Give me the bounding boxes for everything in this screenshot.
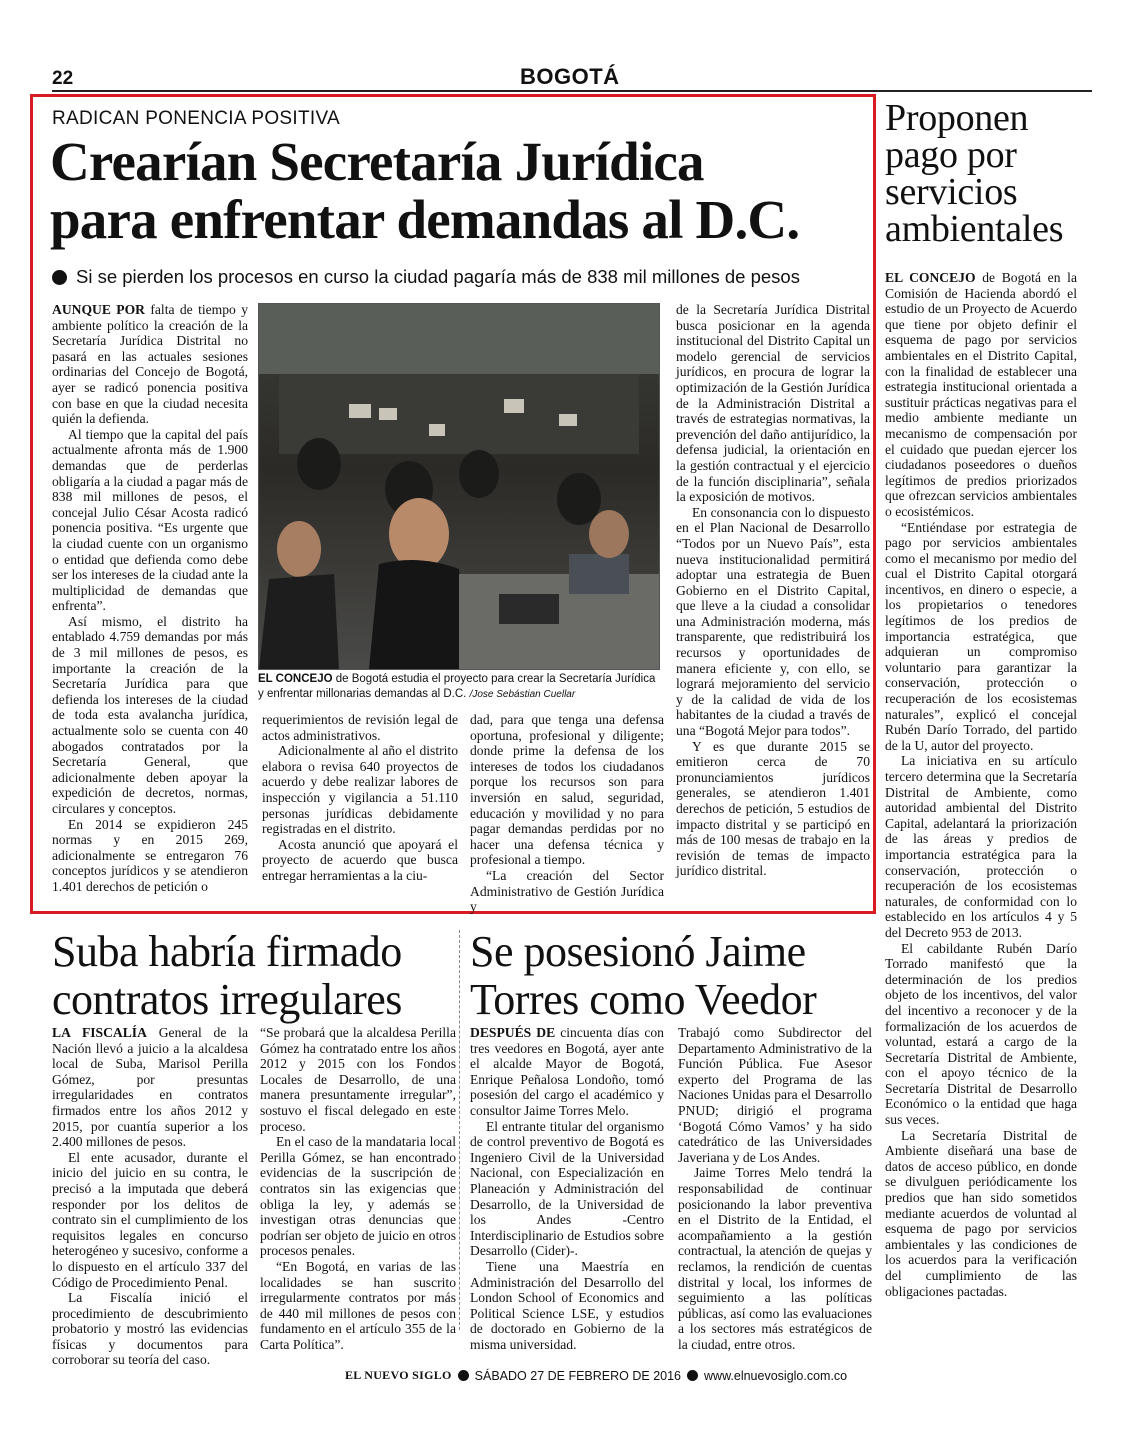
- paragraph: Al tiempo que la capital del país actualmente afronta más de 1.900 demandas que de perderlas obligaría a la ciudad a pagar más de 838 mil millones de pesos, el concejal Julio César Acosta radicó ponencia positiva. “Es urgente que la ciudad cuente con un organismo o entidad que defienda como debe ser los intereses de la ciudad ante la multiplicidad de demandas que enfrenta”.: [52, 426, 248, 614]
- photo-caption: [258, 672, 662, 702]
- bullet-icon: [687, 1370, 698, 1381]
- lead-in: LA FISCALÍA: [52, 1025, 147, 1040]
- paragraph: Tiene una Maestría en Administración del Desarrollo del London School of Economics and Political Science LSE, y estudios de doctorado en Gobierno de la misma universidad.: [470, 1258, 664, 1352]
- caption-text: de Bogotá estudia el proyecto para crear la Secretaría Jurídica y enfrentar millonarias demandas al D.C.: [258, 673, 656, 700]
- article-column-4: [676, 302, 870, 879]
- suba-headline: Suba habría firmado contratos irregulares: [52, 927, 402, 1024]
- paragraph: El ente acusador, durante el inicio del juicio en su contra, le precisó a la imputada que deberá responder por los delitos de contrato sin el cumplimiento de los requisitos legales en concurso heterogéneo y sucesivo, conforme a lo dispuesto en el artículo 337 del Código de Procedimiento Penal.: [52, 1149, 248, 1290]
- council-session-photo: [259, 304, 659, 669]
- paragraph: La iniciativa en su artículo tercero determina que la Secretaría Distrital de Ambiente, como autoridad ambiental del Distrito Capital, adelantará la priorización de las áreas y predios de importancia estratégica para la conservación, protección o recuperación de los ecosistemas naturales, de conformidad con lo establecido en los artículos 4 y 5 del Decreto 953 de 2013.: [885, 753, 1077, 940]
- suba-column-1: [52, 1025, 248, 1368]
- caption-lead: EL CONCEJO: [258, 673, 333, 685]
- sidebar-headline: Proponen pago por servicios ambientales: [885, 97, 1064, 250]
- lead-in: EL CONCEJO: [885, 270, 976, 285]
- paragraph: En el caso de la mandataria local Perilla Gómez, se han encontrado evidencias de la suscripción de contratos sin las exigencias que obliga la ley, y además se investigan otras denuncias que podrían ser objeto de juicio en otros procesos penales.: [260, 1134, 456, 1259]
- newspaper-brand: EL NUEVO SIGLO: [345, 1368, 452, 1382]
- paragraph: dad, para que tenga una defensa oportuna, profesional y diligente; donde prime la defensa de los intereses de todos los ciudadanos porque los recursos son para inversión en salud, seguridad, educación y movilidad y no para pagar demandas perdidas por no hacer una defensa técnica y profesional a tiempo.: [470, 712, 664, 868]
- paragraph: requerimientos de revisión legal de actos administrativos.: [262, 712, 458, 743]
- article-kicker: RADICAN PONENCIA POSITIVA: [52, 108, 340, 129]
- headline-line-2: para enfrentar demandas al D.C.: [50, 189, 800, 250]
- sidebar-column: [885, 270, 1077, 1299]
- veedor-column-2: [678, 1025, 872, 1352]
- article-headline: [50, 133, 870, 249]
- page-footer: [345, 1368, 847, 1383]
- bullet-icon: [458, 1370, 469, 1381]
- column-divider: [459, 930, 460, 1330]
- paragraph: Acosta anunció que apoyará el proyecto de acuerdo que busca entregar herramientas a la ciu-: [262, 836, 458, 883]
- paragraph: En 2014 se expidieron 245 normas y en 2015 269, adicionalmente se entregaron 76 conceptos jurídicos y se atendieron 1.401 derechos de petición o: [52, 816, 248, 894]
- lead-in: DESPUÉS DE: [470, 1025, 556, 1040]
- paragraph: En consonancia con lo dispuesto en el Plan Nacional de Desarrollo “Todos por un Nuevo País”, esta nueva institucionalidad permitirá adoptar una estrategia de Buen Gobierno en el Distrito Capital, que lleve a la ciudad a consolidar una Administración moderna, más transparente, que redistribuirá los recursos y oportunidades de manera eficiente y, con ello, se logrará mejoramiento del servicio y de la calidad de vida de los habitantes de la ciudad a través de una “Bogotá Mejor para todos”.: [676, 504, 870, 739]
- page-number: 22: [52, 68, 74, 89]
- paragraph: General de la Nación llevó a juicio a la alcaldesa local de Suba, Marisol Perilla Gómez, por presuntas irregularidades en contratos firmados entre los años 2012 y 2015, por cuantía superior a los 2.400 millones de pesos.: [52, 1025, 248, 1150]
- paragraph: La Fiscalía inició el procedimiento de descubrimiento probatorio y mostró las evidencias físicas y documentos para corroborar su teoría del caso.: [52, 1290, 248, 1368]
- suba-column-2: [260, 1025, 456, 1352]
- website-url[interactable]: www.elnuevosiglo.com.co: [704, 1368, 848, 1383]
- veedor-column-1: [470, 1025, 664, 1352]
- paragraph: cincuenta días con tres veedores en Bogotá, ayer ante el alcalde Mayor de Bogotá, Enrique Peñalosa Londoño, tomó posesión del cargo el académico y consultor Jaime Torres Melo.: [470, 1025, 664, 1118]
- deck-text: Si se pierden los procesos en curso la ciudad pagaría más de 838 mil millones de pesos: [76, 266, 800, 287]
- veedor-headline: Se posesionó Jaime Torres como Veedor: [470, 927, 817, 1024]
- paragraph: falta de tiempo y ambiente político la creación de la Secretaría Jurídica Distrital no pasará en las actuales sesiones ordinarias del Concejo de Bogotá, ayer se radicó ponencia positiva con base en que la ciudad necesita quién la defienda.: [52, 302, 248, 427]
- paragraph: Adicionalmente al año el distrito elabora o revisa 640 proyectos de acuerdo y debe realizar labores de inspección y vigilancia a 51.110 personas jurídicas debidamente registradas en el distrito.: [262, 743, 458, 837]
- article-column-1: [52, 302, 248, 895]
- issue-date: SÁBADO 27 DE FEBRERO DE 2016: [474, 1368, 682, 1383]
- paragraph: Trabajó como Subdirector del Departamento Administrativo de la Función Pública. Fue Asesor experto del Programa de las Naciones Unidas para el Desarrollo PNUD; dirigió el programa ‘Bogotá Cómo Vamos’ y ha sido catedrático de las Universidades Javeriana y de Los Andes.: [678, 1025, 872, 1165]
- paragraph: “Entiéndase por estrategia de pago por servicios ambientales como el mecanismo por medio del cual el Distrito Capital otorgará incentivos, en dinero o especie, a los propietarios o tenedores legítimos de los predios de importancia estratégica, que adquieran un compromiso voluntario para garantizar la conservación, protección o recuperación de los ecosistemas naturales”, explicó el concejal Rubén Darío Torrado, del partido de la U, autor del proyecto.: [885, 519, 1077, 753]
- article-photo: [258, 303, 660, 670]
- paragraph: Así mismo, el distrito ha entablado 4.759 demandas por más de 3 mil millones de pesos, es importante la creación de la Secretaría Jurídica para que defienda los intereses de la ciudad de toda esta avalancha jurídica, actualmente solo se cuenta con 40 abogados contratados por la Secretaría General, que adicionalmente deben apoyar la expedición de decretos, normas, circulares y conceptos.: [52, 613, 248, 816]
- lead-in: AUNQUE POR: [52, 302, 145, 317]
- paragraph: “En Bogotá, en varias de las localidades se han suscrito irregularmente contratos por más de 440 mil millones de pesos con fundamento en el artículo 355 de la Carta Política”.: [260, 1258, 456, 1352]
- article-deck: [52, 266, 800, 288]
- photo-credit: /Jose Sebástian Cuellar: [469, 689, 576, 700]
- bullet-icon: [52, 270, 67, 285]
- paragraph: La Secretaría Distrital de Ambiente diseñará una base de datos de acceso público, en donde se divulguen periódicamente los predios que han sido sometidos mediante acuerdos de voluntad al esquema de pago por servicios ambientales y las condiciones de los acuerdos para la verificación del cumplimiento de las obligaciones pactadas.: [885, 1127, 1077, 1299]
- paragraph: de Bogotá en la Comisión de Hacienda abordó el estudio de un Proyecto de Acuerdo que tiene por objeto definir el esquema de pago por servicios ambientales en el Distrito Capital, con la finalidad de establecer una estrategia institucional orientada a sustituir prácticas negativas para el medio ambiente mediante un mecanismo de compensación por el cuidado que puedan ejercer los ciudadanos poseedores o dueños legítimos de predios priorizados que ofrezcan servicios ambientales o ecosistémicos.: [885, 270, 1077, 519]
- article-column-3: [470, 712, 664, 915]
- article-column-2: [262, 712, 458, 884]
- paragraph: Y es que durante 2015 se emitieron cerca de 70 pronunciamientos jurídicos generales, se atendieron 1.401 derechos de petición, 5 estudios de impacto distrital y se participó en más de 100 mesas de trabajo en la revisión de temas de impacto jurídico distrital.: [676, 738, 870, 879]
- headline-line-1: Crearían Secretaría Jurídica: [50, 131, 704, 192]
- paragraph: El entrante titular del organismo de control preventivo de Bogotá es Ingeniero Civil de la Universidad Nacional, con Especialización en Planeación y Administración del Desarrollo, de la Universidad de los Andes -Centro Interdisciplinario de Estudios sobre Desarrollo (Cider)-.: [470, 1118, 664, 1259]
- paragraph: “La creación del Sector Administrativo de Gestión Jurídica y: [470, 867, 664, 915]
- paragraph: de la Secretaría Jurídica Distrital busca posicionar en la agenda institucional del Distrito Capital un modelo gerencial de servicios jurídicos, en procura de lograr la optimización de la Gestión Jurídica de la Administración Distrital a través de estrategias normativas, la prevención del daño antijurídico, la defensa judicial, la orientación en la gestión contractual y el ejercicio de la función disciplinaria”, señala la exposición de motivos.: [676, 302, 870, 505]
- paragraph: Jaime Torres Melo tendrá la responsabilidad de continuar posicionando la labor preventiva en el Distrito de la Entidad, el acompañamiento a la gestión contractual, la atención de quejas y reclamos, la rendición de cuentas distrital y local, los informes de seguimiento a las políticas públicas, así como las evaluaciones a los sectores más estratégicos de la ciudad, entre otros.: [678, 1165, 872, 1352]
- header-rule: [52, 90, 1092, 92]
- section-title: BOGOTÁ: [520, 64, 620, 89]
- paragraph: “Se probará que la alcaldesa Perilla Gómez ha contratado entre los años 2012 y 2015 con los Fondos Locales de Desarrollo, de una manera presuntamente irregular”, sostuvo el fiscal delegado en este proceso.: [260, 1025, 456, 1134]
- paragraph: El cabildante Rubén Darío Torrado manifestó que la determinación de los predios objeto de los incentivos, del valor del incentivo a reconocer y de la formalización de los acuerdos de voluntad, estará a cargo de la Secretaría Distrital de Ambiente, con el apoyo técnico de la Secretaría Distrital de Desarrollo Económico o la entidad que haga sus veces.: [885, 940, 1077, 1128]
